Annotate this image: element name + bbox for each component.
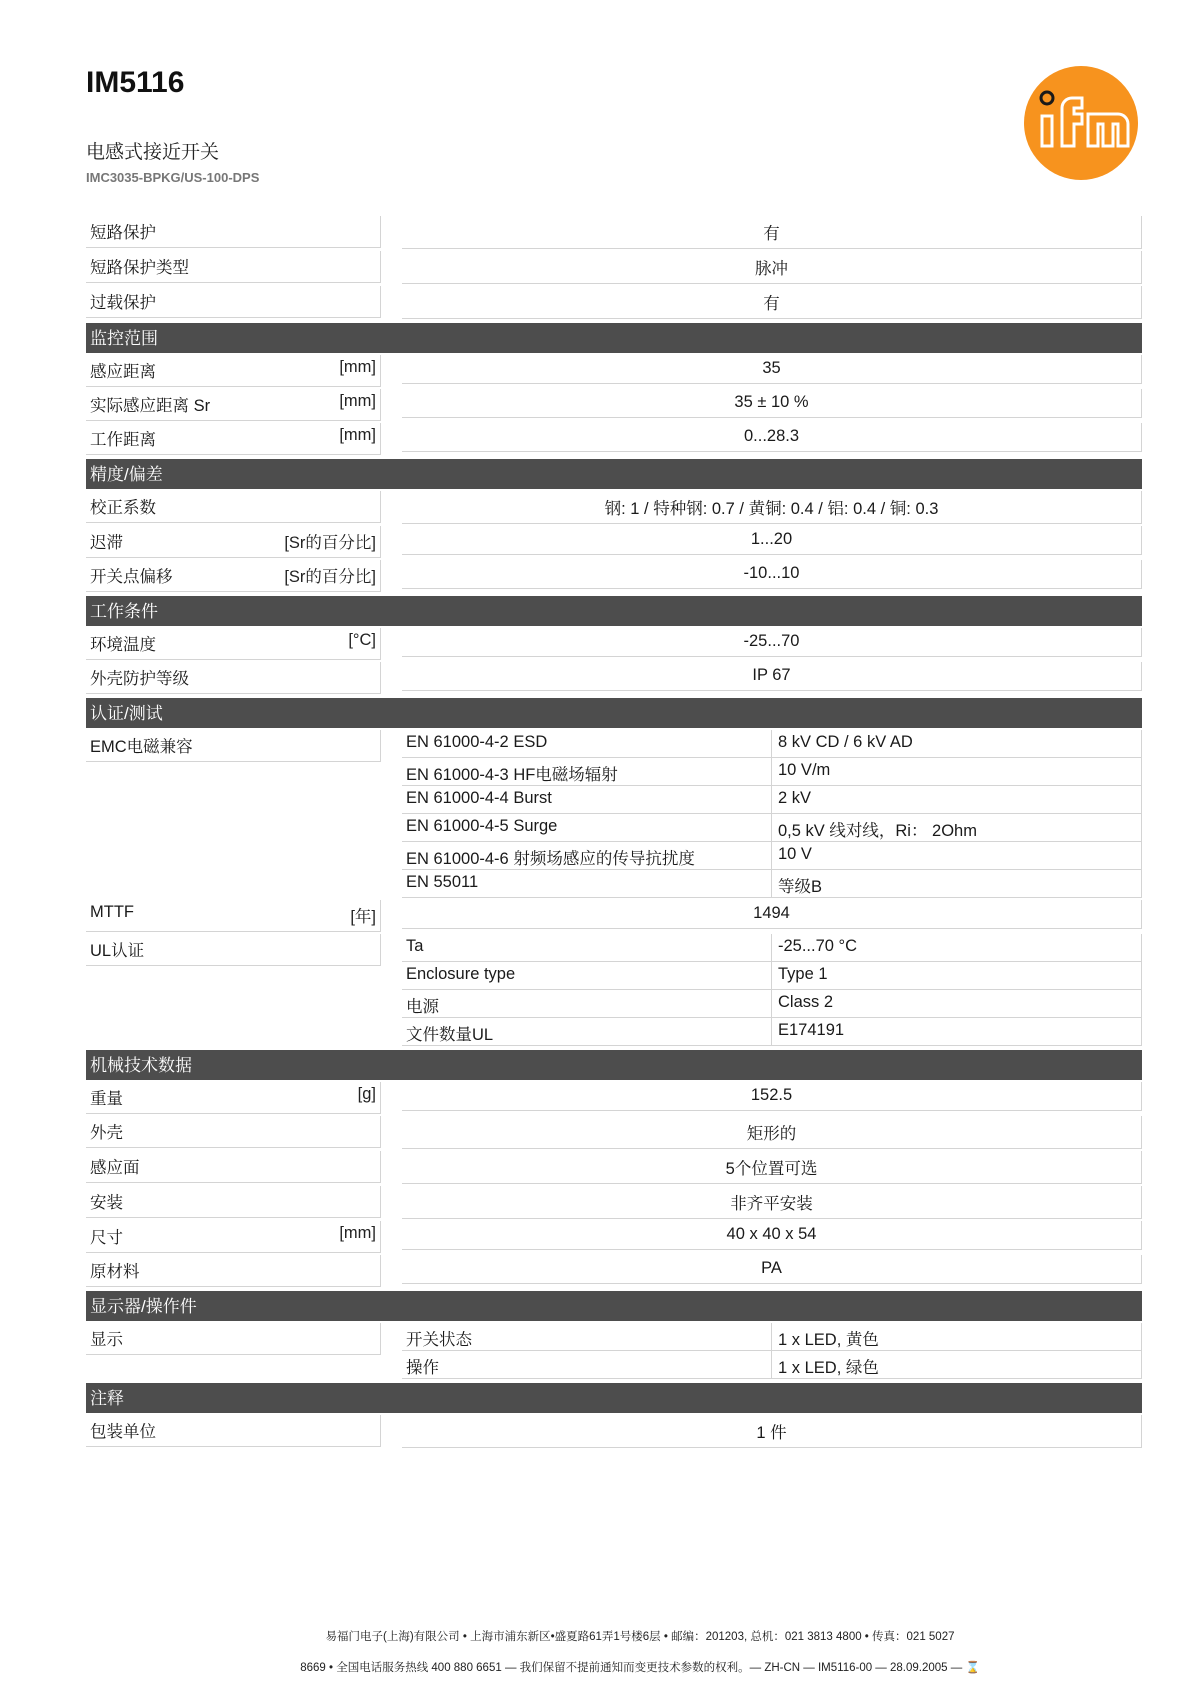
sub-row — [402, 730, 1142, 758]
table-row — [86, 934, 1142, 1046]
row-label-cell — [86, 389, 381, 421]
row-value: -25...70 — [402, 628, 1142, 657]
row-label-cell — [86, 286, 381, 318]
sub-row — [402, 934, 1142, 962]
table-row — [86, 355, 1142, 387]
sub-value: 1 x LED, 黄色 — [772, 1323, 1142, 1351]
row-value: 有 — [402, 286, 1142, 319]
row-label-cell — [86, 730, 381, 762]
row-label: UL认证 — [90, 942, 145, 960]
sub-value: E174191 — [772, 1018, 1142, 1046]
sub-row — [402, 1351, 1142, 1379]
sub-key: Enclosure type — [402, 962, 772, 990]
row-unit: [mm] — [339, 392, 376, 410]
sub-value: 10 V/m — [772, 758, 1142, 786]
table-row — [86, 1186, 1142, 1219]
table-row — [86, 1151, 1142, 1184]
sub-row — [402, 990, 1142, 1018]
sub-value: Class 2 — [772, 990, 1142, 1018]
row-label: 外壳 — [90, 1124, 123, 1142]
row-unit: [°C] — [348, 631, 376, 649]
row-value: 脉冲 — [402, 251, 1142, 284]
row-label-cell — [86, 491, 381, 523]
sub-row — [402, 870, 1142, 898]
sub-row — [402, 786, 1142, 814]
table-row — [86, 1221, 1142, 1253]
sub-value: Type 1 — [772, 962, 1142, 990]
sub-key: 电源 — [402, 990, 772, 1018]
table-row — [86, 1323, 1142, 1379]
row-value: 矩形的 — [402, 1116, 1142, 1149]
row-value: IP 67 — [402, 662, 1142, 691]
row-label-cell — [86, 1323, 381, 1355]
sub-row — [402, 842, 1142, 870]
row-label-cell — [86, 662, 381, 694]
row-label-cell — [86, 934, 381, 966]
section-header: 监控范围 — [86, 323, 1142, 353]
row-label-cell — [86, 560, 381, 592]
sub-key: EN 61000-4-3 HF电磁场辐射 — [402, 758, 772, 786]
row-value: 40 x 40 x 54 — [402, 1221, 1142, 1250]
row-label: 重量 — [90, 1090, 123, 1108]
row-unit: [mm] — [339, 1224, 376, 1242]
row-label: MTTF — [90, 903, 134, 921]
table-row — [86, 662, 1142, 694]
table-row — [86, 1415, 1142, 1448]
row-value: -10...10 — [402, 560, 1142, 589]
row-value: 35 ± 10 % — [402, 389, 1142, 418]
table-row — [86, 216, 1142, 249]
section-header: 机械技术数据 — [86, 1050, 1142, 1080]
row-label-cell — [86, 1221, 381, 1253]
row-unit: [年] — [350, 908, 376, 926]
row-label: 迟滞 — [90, 534, 123, 552]
row-unit: [g] — [357, 1085, 376, 1103]
sub-row — [402, 814, 1142, 842]
sub-value: 8 kV CD / 6 kV AD — [772, 730, 1142, 758]
row-label: 工作距离 — [90, 431, 156, 449]
table-row — [86, 730, 1142, 898]
sub-row — [402, 1323, 1142, 1351]
sub-table — [402, 934, 1142, 1046]
page-title: IM5116 — [86, 66, 185, 99]
table-row — [86, 628, 1142, 660]
sub-key: 开关状态 — [402, 1323, 772, 1351]
sub-value: -25...70 °C — [772, 934, 1142, 962]
row-value: 35 — [402, 355, 1142, 384]
row-label: 短路保护 — [90, 224, 156, 242]
footer-address: 易福门电子(上海)有限公司 • 上海市浦东新区•盛夏路61弄1号楼6层 • 邮编：201203, 总机：021 3813 4800 • 传真：021 5027 — [325, 1631, 955, 1643]
section-header: 精度/偏差 — [86, 459, 1142, 489]
table-row — [86, 251, 1142, 284]
row-label: 显示 — [90, 1331, 123, 1349]
sub-key: Ta — [402, 934, 772, 962]
sub-key: EN 61000-4-5 Surge — [402, 814, 772, 842]
table-row — [86, 423, 1142, 455]
row-label-cell — [86, 1116, 381, 1148]
row-value: 1494 — [402, 900, 1142, 929]
row-unit: [Sr的百分比] — [284, 568, 376, 586]
table-row — [86, 286, 1142, 319]
row-label: 过载保护 — [90, 294, 156, 312]
sub-row — [402, 962, 1142, 990]
row-label-cell — [86, 1082, 381, 1114]
row-value: 钢: 1 / 特种钢: 0.7 / 黄铜: 0.4 / 铝: 0.4 / 铜: 0.3 — [402, 491, 1142, 524]
footer-legal: 8669 • 全国电话服务热线 400 880 6651 — 我们保留不提前通知而变更技术参数的权利。— ZH-CN — IM5116-00 — 28.09.2005 — ⌛ — [300, 1662, 980, 1674]
row-value: 有 — [402, 216, 1142, 249]
table-row — [86, 900, 1142, 932]
row-value: 152.5 — [402, 1082, 1142, 1111]
row-unit: [mm] — [339, 426, 376, 444]
section-header: 工作条件 — [86, 596, 1142, 626]
sub-value: 1 x LED, 绿色 — [772, 1351, 1142, 1379]
row-label-cell — [86, 1415, 381, 1447]
ifm-logo — [1022, 64, 1140, 182]
row-label: 短路保护类型 — [90, 259, 189, 277]
row-label-cell — [86, 355, 381, 387]
sub-row — [402, 1018, 1142, 1046]
table-row — [86, 526, 1142, 558]
section-header: 显示器/操作件 — [86, 1291, 1142, 1321]
sub-value: 2 kV — [772, 786, 1142, 814]
sub-key: 操作 — [402, 1351, 772, 1379]
sub-key: EN 55011 — [402, 870, 772, 898]
row-label-cell — [86, 526, 381, 558]
row-label-cell — [86, 251, 381, 283]
row-label: 包装单位 — [90, 1423, 156, 1441]
row-label: 安装 — [90, 1194, 123, 1212]
row-label-cell — [86, 900, 381, 932]
sub-key: EN 61000-4-6 射频场感应的传导抗扰度 — [402, 842, 772, 870]
row-value: 1...20 — [402, 526, 1142, 555]
row-label-cell — [86, 1255, 381, 1287]
row-value: 0...28.3 — [402, 423, 1142, 452]
table-row — [86, 389, 1142, 421]
sub-row — [402, 758, 1142, 786]
row-label-cell — [86, 1151, 381, 1183]
row-label: 开关点偏移 — [90, 568, 173, 586]
row-label: 实际感应距离 Sr — [90, 397, 211, 415]
row-label: 校正系数 — [90, 499, 156, 517]
table-row — [86, 1116, 1142, 1149]
sub-value: 等级B — [772, 870, 1142, 898]
row-label: 外壳防护等级 — [90, 670, 189, 688]
row-unit: [mm] — [339, 358, 376, 376]
row-unit: [Sr的百分比] — [284, 534, 376, 552]
row-label-cell — [86, 628, 381, 660]
sub-key: EN 61000-4-4 Burst — [402, 786, 772, 814]
sub-value: 0,5 kV 线对线，Ri： 2Ohm — [772, 814, 1142, 842]
section-header: 认证/测试 — [86, 698, 1142, 728]
row-label-cell — [86, 216, 381, 248]
row-label: 环境温度 — [90, 636, 156, 654]
row-value: 1 件 — [402, 1415, 1142, 1448]
row-label-cell — [86, 423, 381, 455]
row-label-cell — [86, 1186, 381, 1218]
row-label: 原材料 — [90, 1263, 140, 1281]
table-row — [86, 491, 1142, 524]
row-label: 感应面 — [90, 1159, 140, 1177]
sub-table — [402, 1323, 1142, 1379]
table-row — [86, 560, 1142, 592]
row-value: PA — [402, 1255, 1142, 1284]
row-label: EMC电磁兼容 — [90, 738, 193, 756]
article-number: IMC3035-BPKG/US-100-DPS — [86, 170, 260, 185]
product-subtitle: 电感式接近开关 — [86, 142, 220, 163]
table-row — [86, 1255, 1142, 1287]
row-label: 感应距离 — [90, 363, 156, 381]
sub-key: EN 61000-4-2 ESD — [402, 730, 772, 758]
sub-key: 文件数量UL — [402, 1018, 772, 1046]
sub-table — [402, 730, 1142, 898]
section-header: 注释 — [86, 1383, 1142, 1413]
row-value: 5个位置可选 — [402, 1151, 1142, 1184]
row-label: 尺寸 — [90, 1229, 123, 1247]
row-value: 非齐平安装 — [402, 1186, 1142, 1219]
sub-value: 10 V — [772, 842, 1142, 870]
datasheet-table — [86, 216, 1142, 1448]
table-row — [86, 1082, 1142, 1114]
